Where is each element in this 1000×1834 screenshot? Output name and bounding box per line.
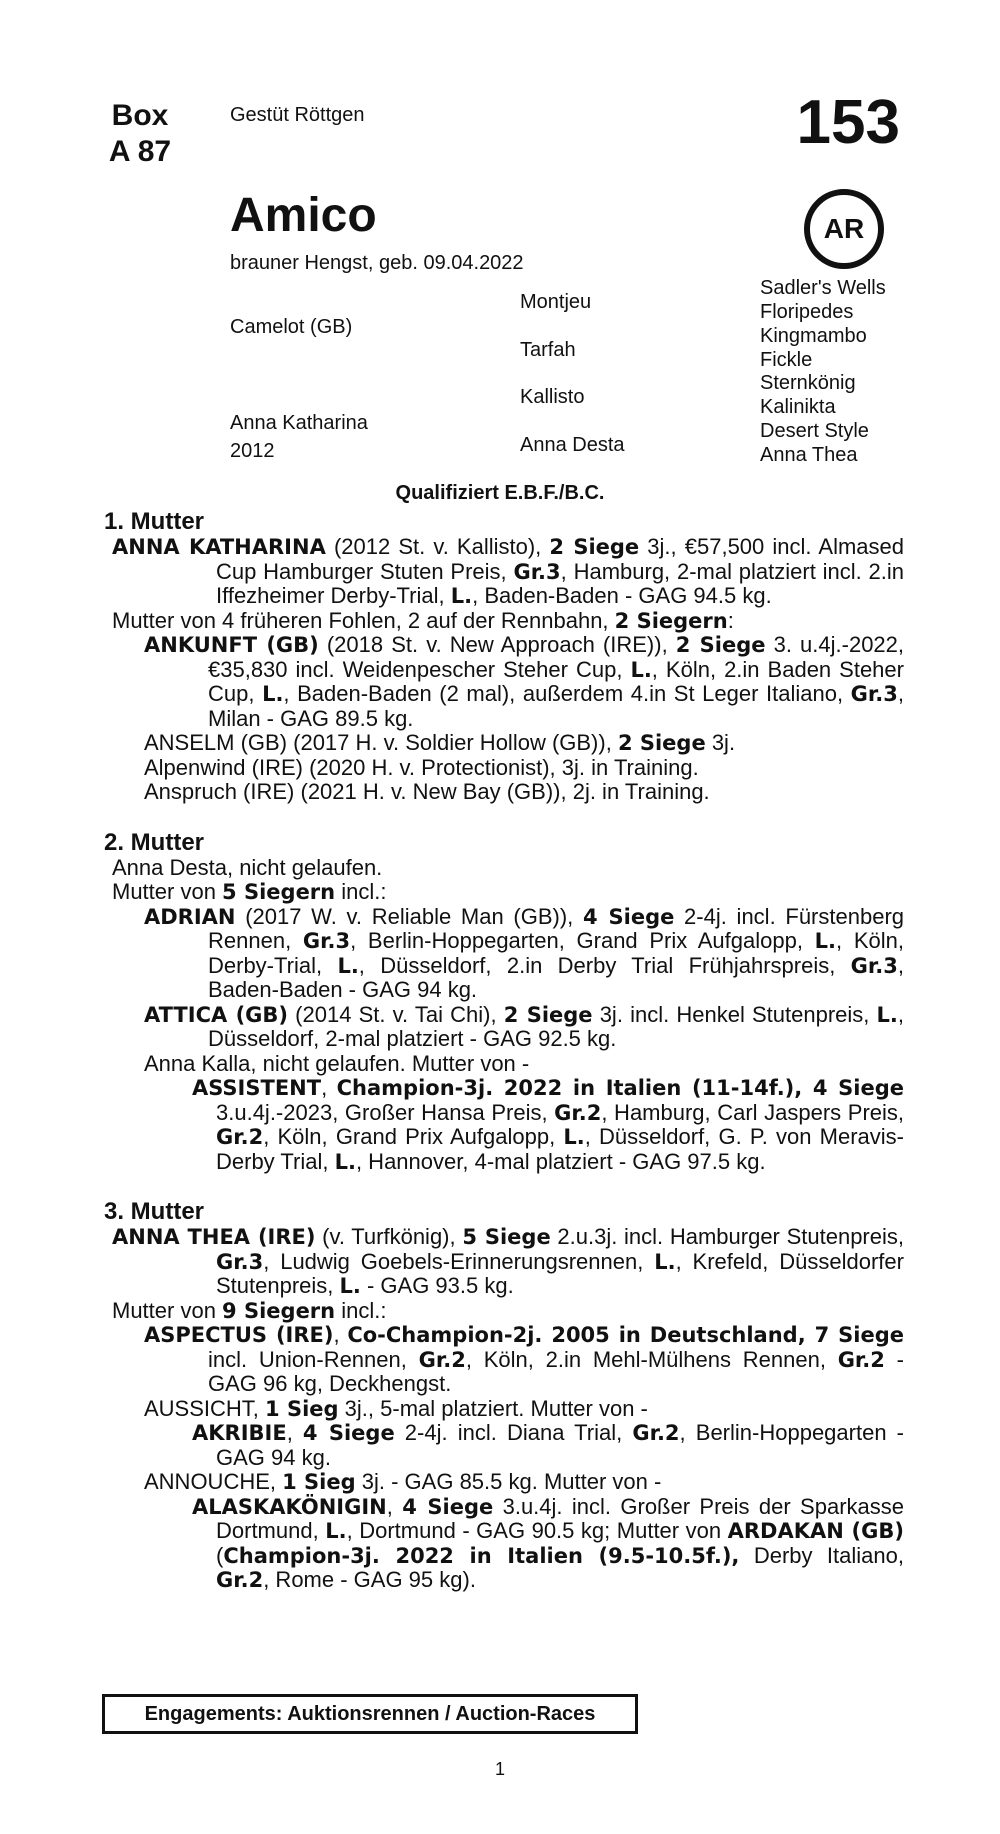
box-label-line2: A 87 xyxy=(108,135,172,168)
offspring-entry: AUSSICHT, 1 Sieg 3j., 5-mal platziert. Mutter von - xyxy=(144,1395,648,1421)
pedigree-gen3: Anna Thea xyxy=(760,444,858,466)
horse-name: Amico xyxy=(230,189,377,242)
page-number: 1 xyxy=(494,1759,505,1779)
offspring-entry: ANKUNFT (GB) (2018 St. v. New Approach (IRE)), 2 Siege 3. u.4j.-2022, €35,830 incl. Weidenpescher Steher Cup, L., Köln, 2.in Baden Steher Cup, L., Baden-Baden (2 mal), außerdem 4.in St Leger Italiano, Gr.3, Milan - GAG 89.5 kg. xyxy=(144,632,905,731)
section-heading-dam1: 1. Mutter xyxy=(104,508,205,535)
pedigree-dam: Anna Katharina xyxy=(230,412,368,434)
lot-number: 153 xyxy=(796,88,900,157)
dam1-produce-summary: Mutter von 4 früheren Fohlen, 2 auf der Rennbahn, 2 Siegern: xyxy=(112,607,734,633)
section-heading-dam3: 3. Mutter xyxy=(104,1198,205,1225)
grand-offspring-entry: ALASKAKÖNIGIN, 4 Siege 3.u.4j. incl. Großer Preis der Sparkasse Dortmund, L., Dortmund - GAG 90.5 kg; Mutter von ARDAKAN (GB) (Champion-3j. 2022 in Italien (9.5-10.5f.), Derby Italiano, Gr.2, Rome - GAG 95 kg). xyxy=(192,1493,904,1592)
pedigree-gen2: Anna Desta xyxy=(520,434,625,456)
pedigree-gen3: Sadler's Wells xyxy=(760,277,886,299)
offspring-entry: Anna Kalla, nicht gelaufen. Mutter von - xyxy=(144,1050,530,1076)
offspring-entry: ANSELM (GB) (2017 H. v. Soldier Hollow (GB)), 2 Siege 3j. xyxy=(144,730,736,755)
qualification: Qualifiziert E.B.F./B.C. xyxy=(395,482,605,504)
pedigree-gen3: Floripedes xyxy=(760,301,854,323)
pedigree-dam-year: 2012 xyxy=(230,440,275,462)
offspring-entry: Alpenwind (IRE) (2020 H. v. Protectionist), 3j. in Training. xyxy=(144,754,699,780)
ar-badge: AR xyxy=(804,189,884,269)
dam2-produce-summary: Mutter von 5 Siegern incl.: xyxy=(112,879,387,904)
horse-description: brauner Hengst, geb. 09.04.2022 xyxy=(230,252,524,274)
box-label-line1: Box xyxy=(111,99,169,132)
offspring-entry: ATTICA (GB) (2014 St. v. Tai Chi), 2 Siege 3j. incl. Henkel Stutenpreis, L., Düsseldorf, 2-mal platziert - GAG 92.5 kg. xyxy=(144,1001,905,1051)
offspring-entry: ADRIAN (2017 W. v. Reliable Man (GB)), 4 Siege 2-4j. incl. Fürstenberg Rennen, Gr.3, Berlin-Hoppegarten, Grand Prix Aufgalopp, L., Köln, Derby-Trial, L., Düsseldorf, 2.in Derby Trial Frühjahrspreis, Gr.3, Baden-Baden - GAG 94 kg. xyxy=(144,903,904,1002)
dam3-produce-summary: Mutter von 9 Siegern incl.: xyxy=(112,1297,387,1323)
engagements-box: Engagements: Auktionsrennen / Auction-Races xyxy=(102,1694,638,1734)
offspring-entry: ASPECTUS (IRE), Co-Champion-2j. 2005 in Deutschland, 7 Siege incl. Union-Rennen, Gr.2, Köln, 2.in Mehl-Mülhens Rennen, Gr.2 - GAG 96 kg, Deckhengst. xyxy=(144,1322,904,1396)
section-heading-dam2: 2. Mutter xyxy=(104,828,205,856)
pedigree-gen3: Kingmambo xyxy=(760,325,867,347)
pedigree-gen2: Kallisto xyxy=(520,386,585,408)
pedigree-sire: Camelot (GB) xyxy=(230,316,353,338)
grand-offspring-entry: AKRIBIE, 4 Siege 2-4j. incl. Diana Trial, Gr.2, Berlin-Hoppegarten - GAG 94 kg. xyxy=(192,1420,904,1470)
pedigree-gen3: Kalinikta xyxy=(760,396,836,418)
pedigree-gen2: Montjeu xyxy=(520,291,592,313)
dam2-entry: Anna Desta, nicht gelaufen. xyxy=(112,854,383,880)
catalogue-body xyxy=(104,508,904,1593)
box-label xyxy=(105,98,175,170)
pedigree-gen3: Desert Style xyxy=(760,420,869,442)
pedigree-gen3: Sternkönig xyxy=(760,372,856,394)
grand-offspring-entry: ASSISTENT, Champion-3j. 2022 in Italien (11-14f.), 4 Siege 3.u.4j.-2023, Großer Hansa Preis, Gr.2, Hamburg, Carl Jaspers Preis, Gr.2, Köln, Grand Prix Aufgalopp, L., Düsseldorf, G. P. von Meravis-Derby Trial, L., Hannover, 4-mal platziert - GAG 97.5 kg. xyxy=(192,1075,905,1174)
dam3-entry: ANNA THEA (IRE) (v. Turfkönig), 5 Siege 2.u.3j. incl. Hamburger Stutenpreis, Gr.3, Ludwig Goebels-Erinnerungsrennen, L., Krefeld, Düsseldorfer Stutenpreis, L. - GAG 93.5 kg. xyxy=(112,1224,904,1298)
pedigree-gen3: Fickle xyxy=(760,349,813,371)
offspring-entry: ANNOUCHE, 1 Sieg 3j. - GAG 85.5 kg. Mutter von - xyxy=(144,1469,662,1494)
pedigree-gen2: Tarfah xyxy=(520,339,576,361)
offspring-entry: Anspruch (IRE) (2021 H. v. New Bay (GB)), 2j. in Training. xyxy=(144,779,710,804)
dam1-entry: ANNA KATHARINA (2012 St. v. Kallisto), 2 Siege 3j., €57,500 incl. Almased Cup Hamburger Stuten Preis, Gr.3, Hamburg, 2-mal platziert incl. 2.in Iffezheimer Derby-Trial, L., Baden-Baden - GAG 94.5 kg. xyxy=(112,534,904,608)
breeder: Gestüt Röttgen xyxy=(230,104,365,126)
